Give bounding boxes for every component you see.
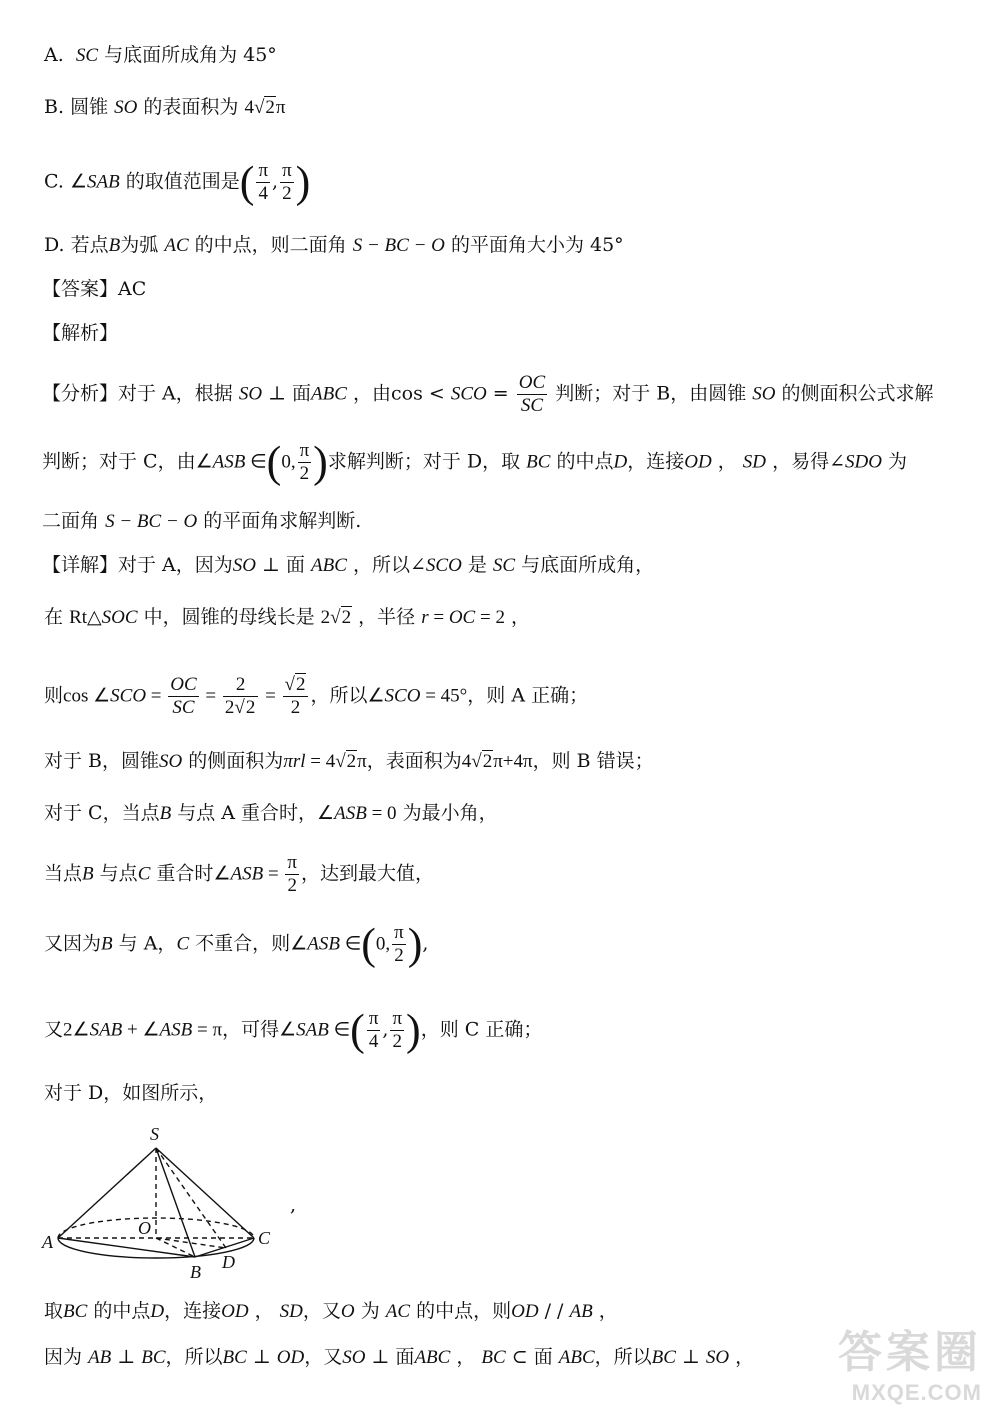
watermark-url: MXQE.COM <box>851 1380 982 1405</box>
detail-line-6: 当点B 与点C 重合时∠ASB = $\frac{\pi}{2}$ ，达到最大值， <box>44 852 435 896</box>
detail-line-5: 对于 C，当点B 与点 A 重合时，∠ASB = 0 为最小角， <box>44 802 498 824</box>
edge-SC <box>156 1148 254 1238</box>
figure-comma: , <box>290 1194 297 1216</box>
label-O: O <box>138 1218 151 1238</box>
option-a: A. SC 与底面所成角为 45° <box>44 44 277 66</box>
detail-line-10: 取BC 的中点D，连接OD ， SD，又O 为 AC 的中点，则OD / / AB ， <box>44 1300 618 1322</box>
watermark-text: 答案圈 <box>838 1328 982 1377</box>
edge-SD <box>156 1148 226 1248</box>
label-D: D <box>222 1252 235 1272</box>
option-b: B. 圆锥 SO 的表面积为 4√2π <box>44 96 286 118</box>
detail-line-9: 对于 D，如图所示， <box>44 1082 218 1104</box>
option-d: D. 若点B为弧 AC 的中点，则二面角 S − BC − O 的平面角大小为 45° <box>44 234 624 256</box>
detail-line-4: 对于 B，圆锥SO 的侧面积为πrl = 4√2π，表面积为4√2π+4π，则 B 错误； <box>44 750 654 772</box>
analysis-label: 【解析】 <box>42 322 119 344</box>
label-S: S <box>150 1124 159 1144</box>
detail-line-11: 因为 AB ⊥ BC，所以BC ⊥ OD，又SO ⊥ 面ABC ， BC ⊂ 面 ABC，所以BC ⊥ SO ， <box>44 1346 755 1368</box>
answer-line: 【答案】AC <box>42 278 147 300</box>
detail-line-1: 【详解】对于 A，因为SO ⊥ 面 ABC ，所以∠SCO 是 SC 与底面所成角， <box>42 554 655 576</box>
fenxi-line-1: 【分析】对于 A，根据 SO ⊥ 面ABC ，由cos < SCO = $\frac{OC}{SC}$ 判断；对于 B，由圆锥 SO 的侧面积公式求解 <box>42 372 934 416</box>
detail-line-8: 又2∠SAB + ∠ASB = π，可得∠SAB ∈( $\frac{\pi}{4}$ , $\frac{\pi}{2}$ )，则 C 正确； <box>44 1005 543 1055</box>
label-A: A <box>42 1232 53 1252</box>
fenxi-line-2: 判断；对于 C，由∠ASB ∈(0, $\frac{\pi}{2}$ )求解判断；对于 D，取 BC 的中点D，连接OD ， SD ，易得∠SDO 为 <box>42 437 908 487</box>
watermark <box>838 1316 982 1406</box>
label-C: C <box>258 1228 271 1248</box>
cone-figure <box>40 1118 300 1283</box>
option-c: C. ∠SAB 的取值范围是( $\frac{\pi}{4}$ , $\frac{\pi}{2}$ ) <box>44 157 311 207</box>
fenxi-line-3: 二面角 S − BC − O 的平面角求解判断. <box>42 510 362 532</box>
label-B: B <box>190 1262 201 1282</box>
detail-line-7: 又因为B 与 A，C 不重合，则∠ASB ∈(0, $\frac{\pi}{2}$ ), <box>44 919 429 969</box>
detail-line-3: 则cos ∠SCO = $\frac{OC}{SC}$ = $\frac{2}{2√2}$ = $\frac{√2}{2}$ ，所以∠SCO = 45°，则 A 正确； <box>44 674 589 718</box>
detail-line-2: 在 Rt△SOC 中，圆锥的母线长是 2√2 ，半径 r = OC = 2 ， <box>44 606 530 628</box>
